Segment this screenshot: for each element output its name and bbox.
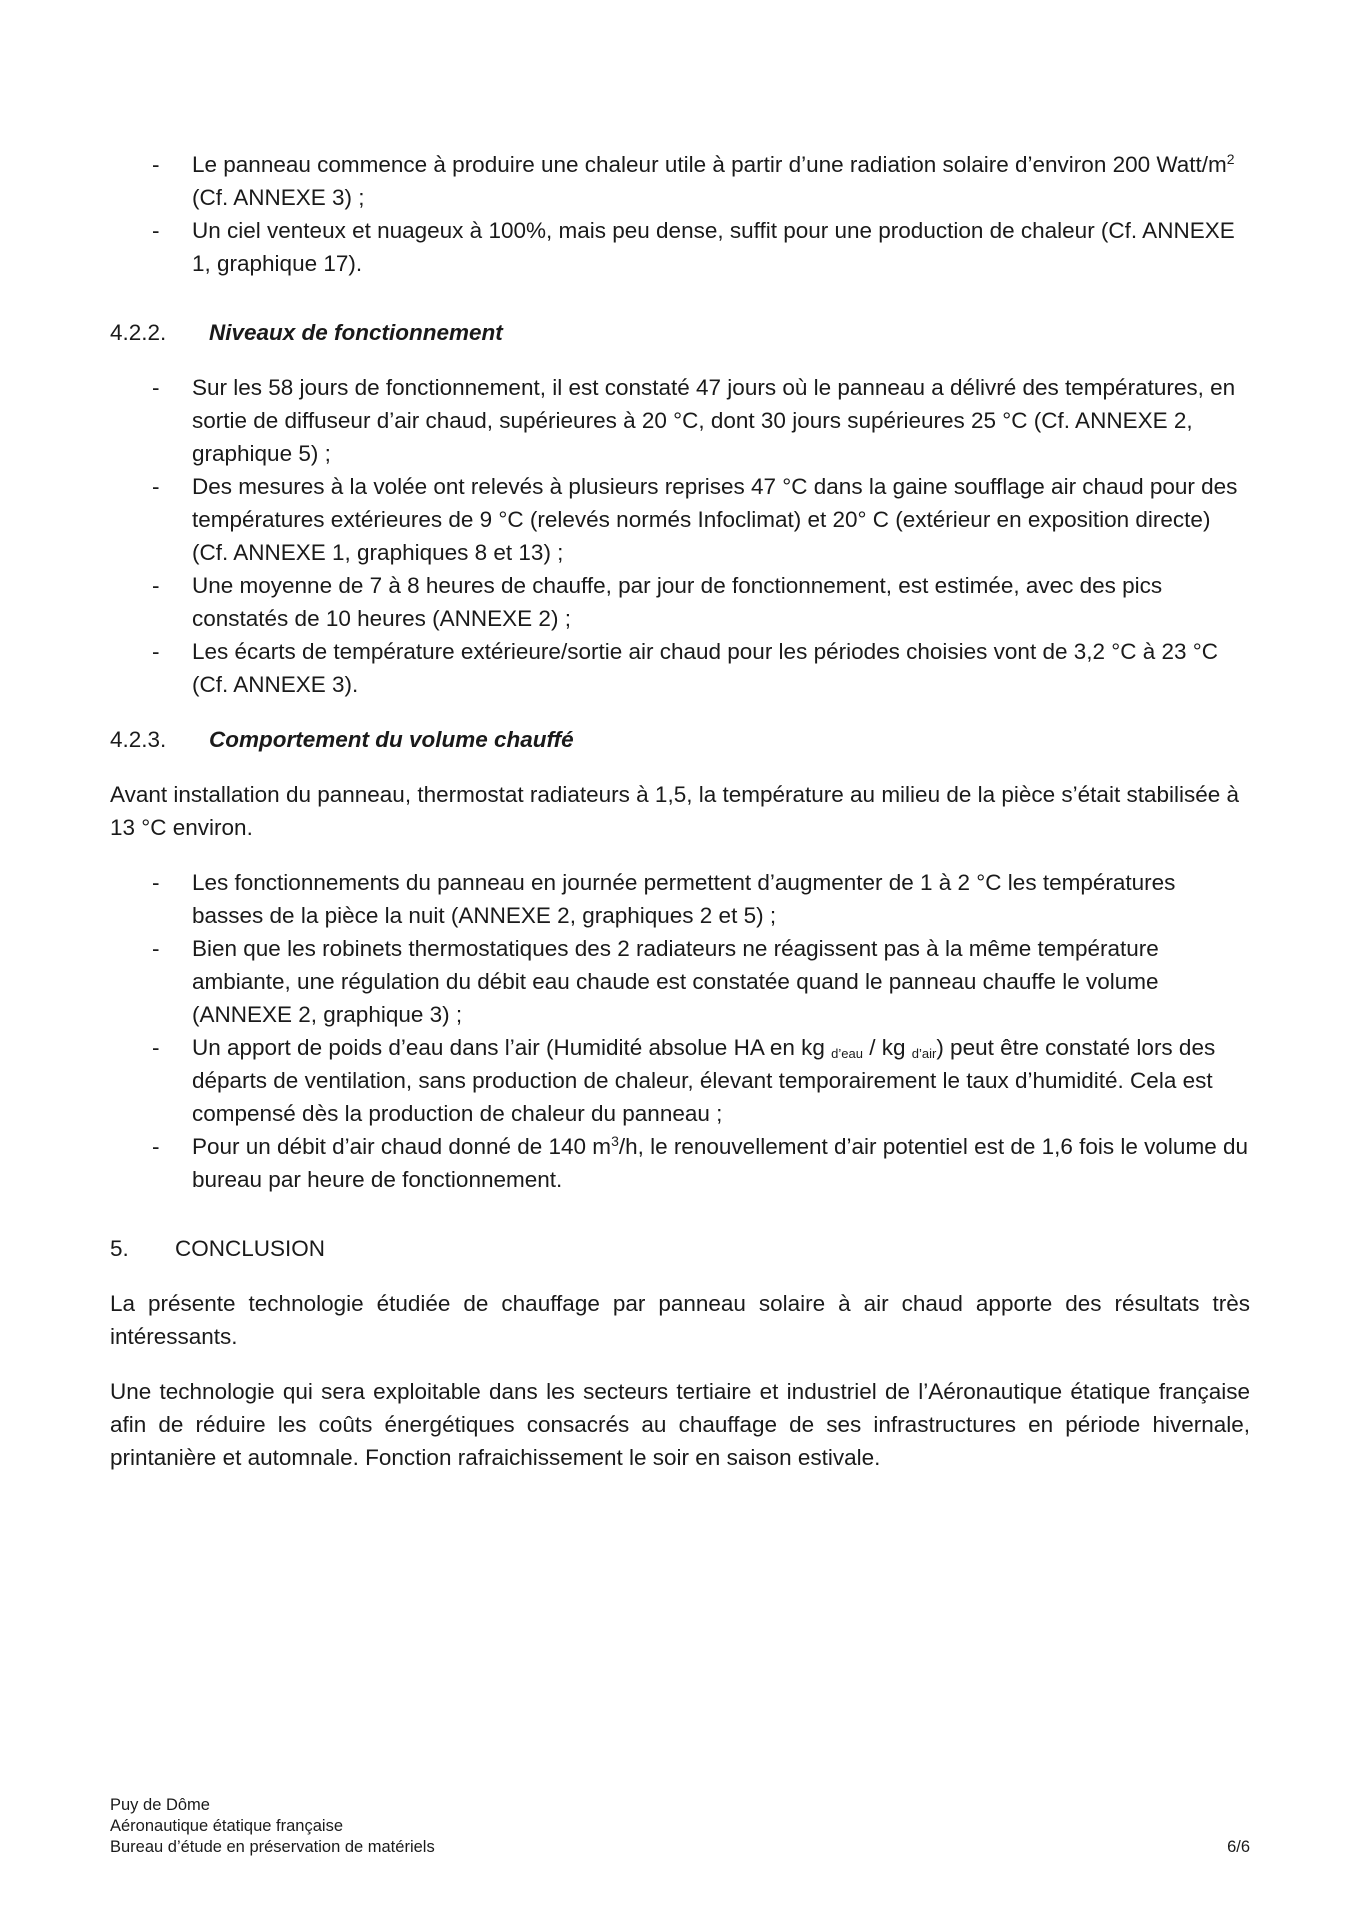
dash-bullet-icon: - [152,218,160,243]
dash-bullet-icon: - [152,375,160,400]
page-number: 6/6 [1227,1838,1250,1856]
heated-volume-list [110,866,1250,1196]
footer-line-department: Bureau d’étude en préservation de matériels [110,1838,435,1856]
footer-line-organization: Aéronautique étatique française [110,1817,343,1835]
list-item: - Le panneau commence à produire une chaleur utile à partir d’une radiation solaire d’environ 200 Watt/$m^2$ (Cf. ANNEXE 3) ; [110,148,1250,214]
section-number: 5. [110,1236,129,1261]
document-page [110,148,1250,1474]
list-item: - Les fonctionnements du panneau en journée permettent d’augmenter de 1 à 2 °C les températures basses de la pièce la nuit (ANNEXE 2, graphiques 2 et 5) ; [110,866,1250,932]
list-item: - Des mesures à la volée ont relevés à plusieurs reprises 47 °C dans la gaine soufflage air chaud pour des températures extérieures de 9 °C (relevés normés Infoclimat) et 20° C (extérieur en exposition directe) (Cf. ANNEXE 1, graphiques 8 et 13) ; [110,470,1250,569]
solar-radiation-list [110,148,1250,280]
list-item: - Bien que les robinets thermostatiques des 2 radiateurs ne réagissent pas à la même température ambiante, une régulation du débit eau chaude est constatée quand le panneau chauffe le volume (ANNEXE 2, graphique 3) ; [110,932,1250,1031]
list-item: - Une moyenne de 7 à 8 heures de chauffe, par jour de fonctionnement, est estimée, avec des pics constatés de 10 heures (ANNEXE 2) ; [110,569,1250,635]
list-item: - Pour un débit d’air chaud donné de 140 $m^3/h$, le renouvellement d’air potentiel est de 1,6 fois le volume du bureau par heure de fonctionnement. [110,1130,1250,1196]
dash-bullet-icon: - [152,936,160,961]
footer-line-location: Puy de Dôme [110,1796,210,1814]
dash-bullet-icon: - [152,870,160,895]
section-heading-5 [110,1232,1250,1265]
list-item: - Un ciel venteux et nuageux à 100%, mais peu dense, suffit pour une production de chaleur (Cf. ANNEXE 1, graphique 17). [110,214,1250,280]
dash-bullet-icon: - [152,573,160,598]
conclusion-paragraph-1: La présente technologie étudiée de chauffage par panneau solaire à air chaud apporte des résultats très intéressants. [110,1291,1250,1349]
list-item: - Les écarts de température extérieure/sortie air chaud pour les périodes choisies vont de 3,2 °C à 23 °C (Cf. ANNEXE 3). [110,635,1250,701]
dash-bullet-icon: - [152,1035,160,1060]
page-footer [110,1795,1250,1858]
section-title: Niveaux de fonctionnement [209,320,503,345]
section-number: 4.2.3. [110,727,167,752]
section-heading-4-2-2 [110,316,1250,349]
operating-levels-list [110,371,1250,701]
list-item: - Sur les 58 jours de fonctionnement, il est constaté 47 jours où le panneau a délivré des températures, en sortie de diffuseur d’air chaud, supérieures à 20 °C, dont 30 jours supérieures 25 °C (Cf. ANNEXE 2, graphique 5) ; [110,371,1250,470]
section-title: CONCLUSION [175,1236,326,1261]
section-heading-4-2-3 [110,723,1250,756]
dash-bullet-icon: - [152,474,160,499]
dash-bullet-icon: - [152,1134,160,1159]
dash-bullet-icon: - [152,152,160,177]
conclusion-paragraph-2: Une technologie qui sera exploitable dans les secteurs tertiaire et industriel de l’Aéronautique étatique française afin de réduire les coûts énergétiques consacrés au chauffage de ses infrastructures en période hivernale, printanière et automnale. Fonction rafraichissement le soir en saison estivale. [110,1379,1250,1470]
list-item: - Un apport de poids d’eau dans l’air (Humidité absolue HA en kg $_{d’eau}$ / kg $_{d’air}$) peut être constaté lors des départs de ventilation, sans production de chaleur, élevant temporairement le taux d’humidité. Cela est compensé dès la production de chaleur du panneau ; [110,1031,1250,1130]
section-number: 4.2.2. [110,320,167,345]
section-title: Comportement du volume chauffé [209,727,574,752]
dash-bullet-icon: - [152,639,160,664]
intro-paragraph: Avant installation du panneau, thermostat radiateurs à 1,5, la température au milieu de la pièce s’était stabilisée à 13 °C environ. [110,782,1240,840]
